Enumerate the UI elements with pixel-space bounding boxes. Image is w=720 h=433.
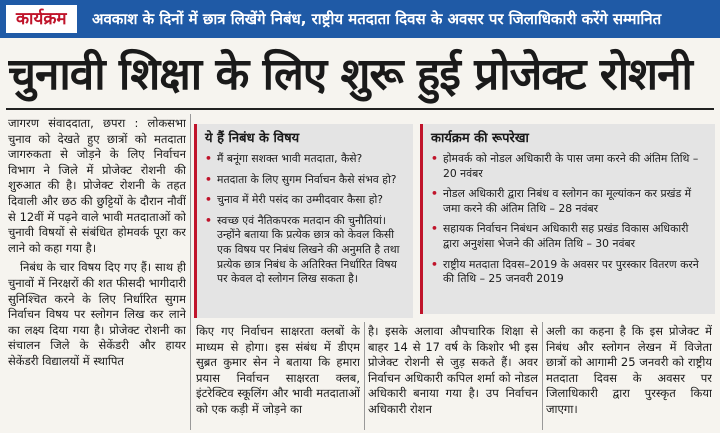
schedule-heading: कार्यक्रम की रूपरेखा xyxy=(431,131,529,146)
list-item: • मतदाता के लिए सुगम निर्वाचन कैसे संभव हो? xyxy=(205,173,405,188)
bottom-column-2: है। इसके अलावा औपचारिक शिक्षा से बाहर 14 से 17 वर्ष के किशोर भी इस प्रोजेक्ट रोशनी से जुड़ सकते हैं। अवर निर्वाचन अधिकारी कपिल शर्मा को नोडल अधिकारी बनाया गया है। उप निर्वाचन अधिकारी रोशन xyxy=(368,324,538,416)
kicker-text: अवकाश के दिनों में छात्र लिखेंगे निबंध, राष्ट्रीय मतदाता दिवस के अवसर पर जिलाधिकारी करेंगे सम्मानित xyxy=(92,10,662,28)
headline: चुनावी शिक्षा के लिए शुरू हुई प्रोजेक्ट रोशनी xyxy=(8,49,692,100)
left-para-1: जागरण संवाददाता, छपरा : लोकसभा चुनाव को देखते हुए छात्रों को मतदाता जागरुकता से जोड़ने के लिए निर्वाचन विभाग ने जिले में प्रोजेक्ट रोशनी की शुरुआत की है। प्रोजेक्ट रोशनी के तहत दिवाली और छठ की छुट्टियों के दौरान नौवीं से 12वीं में पढ़ने वाले भावी मतदाताओं को चुनावी विषयों से संबंधित होमवर्क पूरा कर लाने को कहा गया है। xyxy=(8,116,186,255)
headline-rule xyxy=(6,108,714,110)
kicker-banner xyxy=(0,0,720,38)
list-item: • चुनाव में मेरी पसंद का उम्मीदवार कैसा हो? xyxy=(205,193,405,208)
essay-topics-heading: ये हैं निबंध के विषय xyxy=(205,131,300,146)
list-item: • नोडल अधिकारी द्वारा निबंध व स्लोगन का मूल्यांकन कर प्रखंड में जमा करने की अंतिम तिथि – 28 नवंबर xyxy=(431,187,707,216)
list-item: • सहायक निर्वाचन निबंधन अधिकारी सह प्रखंड विकास अधिकारी द्वारा अनुशंसा भेजने की अंतिम तिथि – 30 नवंबर xyxy=(431,222,707,251)
list-item: • होमवर्क को नोडल अधिकारी के पास जमा करने की अंतिम तिथि – 20 नवंबर xyxy=(431,152,707,181)
essay-topics-list xyxy=(197,152,413,287)
list-item: • राष्ट्रीय मतदाता दिवस–2019 के अवसर पर पुरस्कार वितरण करने की तिथि – 25 जनवरी 2019 xyxy=(431,258,707,287)
section-tag: कार्यक्रम xyxy=(6,5,77,33)
column-divider xyxy=(190,114,191,430)
left-para-2: निबंध के चार विषय दिए गए हैं। साथ ही चुनावों में निरक्षरों की शत फीसदी भागीदारी सुनिश्चित करने के लिए निर्धारित सुगम निर्वाचन विषय पर स्लोगन लिख कर लाने का लक्ष्य दिया गया है। प्रोजेक्ट रोशनी का संचालन जिले के सेकेंडरी और हायर सेकेंडरी विद्यालयों में स्थापित xyxy=(8,260,186,368)
left-column xyxy=(8,116,186,430)
bottom-column-3: अली का कहना है कि इस प्रोजेक्ट में निबंध और स्लोगन लेखन में विजेता छात्रों को आगामी 25 जनवरी को राष्ट्रीय मतदाता दिवस के अवसर पर जिलाधिकारी द्वारा पुरस्कृत किया जाएगा। xyxy=(546,324,712,416)
column-divider xyxy=(542,322,543,430)
bottom-column-1: किए गए निर्वाचन साक्षरता क्लबों के माध्यम से होगा। इस संबंध में डीएम सुब्रत कुमार सेन ने बताया कि हमारा प्रयास निर्वाचन साक्षरता क्लब, इंटरेक्टिव स्कूलिंग और भावी मतदाताओं को एक कड़ी में जोड़ने का xyxy=(196,324,360,416)
column-divider xyxy=(364,322,365,430)
essay-topics-box xyxy=(194,124,413,318)
list-item: • मैं बनूंगा सशक्त भावी मतदाता, कैसे? xyxy=(205,152,405,167)
schedule-list xyxy=(423,152,715,287)
list-item: • स्वच्छ एवं नैतिकपरक मतदान की चुनौतियां। उन्होंने बताया कि प्रत्येक छात्र को केवल किसी एक विषय पर निबंध लिखने की अनुमति है तथा प्रत्येक छात्र निबंध के अतिरिक्त निर्धारित विषय पर केवल दो स्लोगन लिख सकता है। xyxy=(205,214,405,287)
schedule-box xyxy=(420,124,715,314)
